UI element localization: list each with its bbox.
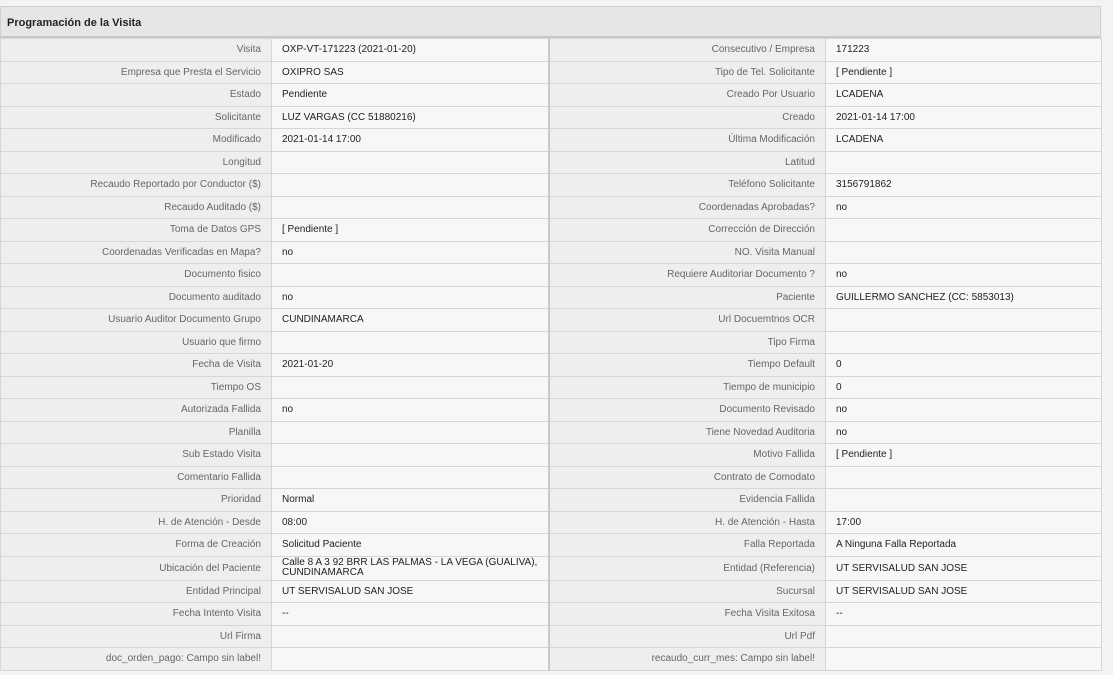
table-row <box>1 511 1102 534</box>
field-value: no <box>826 196 1102 219</box>
field-label: Forma de Creación <box>1 534 272 557</box>
table-row <box>1 556 1102 580</box>
field-value <box>272 376 549 399</box>
field-label: Última Modificación <box>549 129 826 152</box>
field-label: Fecha Visita Exitosa <box>549 603 826 626</box>
field-value <box>826 489 1102 512</box>
table-row <box>1 264 1102 287</box>
field-value: 171223 <box>826 39 1102 62</box>
table-row <box>1 61 1102 84</box>
field-value: OXP-VT-171223 (2021-01-20) <box>272 39 549 62</box>
table-row <box>1 331 1102 354</box>
field-label: Documento Revisado <box>549 399 826 422</box>
field-value <box>272 444 549 467</box>
table-row <box>1 489 1102 512</box>
field-label: Consecutivo / Empresa <box>549 39 826 62</box>
field-value: no <box>272 241 549 264</box>
field-value: no <box>826 264 1102 287</box>
field-value: UT SERVISALUD SAN JOSE <box>272 580 549 603</box>
field-label: Recaudo Reportado por Conductor ($) <box>1 174 272 197</box>
field-label: Paciente <box>549 286 826 309</box>
field-label: Entidad (Referencia) <box>549 556 826 580</box>
field-value: Normal <box>272 489 549 512</box>
table-row <box>1 466 1102 489</box>
field-value: UT SERVISALUD SAN JOSE <box>826 580 1102 603</box>
field-label: Modificado <box>1 129 272 152</box>
field-label: Tipo de Tel. Solicitante <box>549 61 826 84</box>
panel-title: Programación de la Visita <box>0 6 1101 38</box>
field-label: Motivo Fallida <box>549 444 826 467</box>
table-row <box>1 219 1102 242</box>
field-value: 3156791862 <box>826 174 1102 197</box>
field-value <box>272 331 549 354</box>
field-value <box>272 466 549 489</box>
field-value: 08:00 <box>272 511 549 534</box>
field-value: A Ninguna Falla Reportada <box>826 534 1102 557</box>
field-value: Solicitud Paciente <box>272 534 549 557</box>
field-value <box>272 151 549 174</box>
field-label: Autorizada Fallida <box>1 399 272 422</box>
field-value: no <box>826 399 1102 422</box>
field-label: Comentario Fallida <box>1 466 272 489</box>
table-row <box>1 580 1102 603</box>
field-value <box>826 151 1102 174</box>
visit-details-table <box>0 38 1102 671</box>
table-row <box>1 196 1102 219</box>
table-row <box>1 286 1102 309</box>
field-label: Creado <box>549 106 826 129</box>
field-value <box>826 331 1102 354</box>
table-row <box>1 399 1102 422</box>
field-value <box>272 174 549 197</box>
field-label: Tiene Novedad Auditoria <box>549 421 826 444</box>
field-value <box>826 466 1102 489</box>
field-value: LCADENA <box>826 129 1102 152</box>
field-value: -- <box>272 603 549 626</box>
field-value: [ Pendiente ] <box>272 219 549 242</box>
field-value: no <box>826 421 1102 444</box>
table-row <box>1 241 1102 264</box>
field-label: H. de Atención - Hasta <box>549 511 826 534</box>
field-value: LUZ VARGAS (CC 51880216) <box>272 106 549 129</box>
field-label: Empresa que Presta el Servicio <box>1 61 272 84</box>
field-value: no <box>272 286 549 309</box>
field-value <box>826 625 1102 648</box>
table-row <box>1 309 1102 332</box>
field-value: 17:00 <box>826 511 1102 534</box>
table-row <box>1 151 1102 174</box>
table-row <box>1 421 1102 444</box>
field-value <box>272 648 549 671</box>
field-label: H. de Atención - Desde <box>1 511 272 534</box>
field-label: Fecha de Visita <box>1 354 272 377</box>
field-label: Tiempo OS <box>1 376 272 399</box>
field-label: Estado <box>1 84 272 107</box>
field-label: recaudo_curr_mes: Campo sin label! <box>549 648 826 671</box>
table-row <box>1 39 1102 62</box>
field-value: 0 <box>826 376 1102 399</box>
field-value: 2021-01-14 17:00 <box>272 129 549 152</box>
field-label: Sucursal <box>549 580 826 603</box>
field-label: Tiempo Default <box>549 354 826 377</box>
field-label: Url Docuemtnos OCR <box>549 309 826 332</box>
field-value <box>826 241 1102 264</box>
field-label: Documento auditado <box>1 286 272 309</box>
visit-panel <box>0 6 1101 671</box>
field-label: Recaudo Auditado ($) <box>1 196 272 219</box>
field-label: Ubicación del Paciente <box>1 556 272 580</box>
field-label: Url Pdf <box>549 625 826 648</box>
field-value <box>826 648 1102 671</box>
field-value: LCADENA <box>826 84 1102 107</box>
table-row <box>1 106 1102 129</box>
field-label: Coordenadas Aprobadas? <box>549 196 826 219</box>
field-value: [ Pendiente ] <box>826 61 1102 84</box>
field-label: Documento fisico <box>1 264 272 287</box>
field-label: Coordenadas Verificadas en Mapa? <box>1 241 272 264</box>
table-row <box>1 648 1102 671</box>
field-label: Sub Estado Visita <box>1 444 272 467</box>
field-label: Planilla <box>1 421 272 444</box>
field-label: Entidad Principal <box>1 580 272 603</box>
field-label: Toma de Datos GPS <box>1 219 272 242</box>
field-value: [ Pendiente ] <box>826 444 1102 467</box>
field-label: NO. Visita Manual <box>549 241 826 264</box>
field-value <box>272 625 549 648</box>
field-value <box>272 264 549 287</box>
field-label: doc_orden_pago: Campo sin label! <box>1 648 272 671</box>
field-value: Calle 8 A 3 92 BRR LAS PALMAS - LA VEGA (GUALIVA), CUNDINAMARCA <box>272 556 549 580</box>
field-value: OXIPRO SAS <box>272 61 549 84</box>
field-value: UT SERVISALUD SAN JOSE <box>826 556 1102 580</box>
field-value: -- <box>826 603 1102 626</box>
table-row <box>1 534 1102 557</box>
table-row <box>1 129 1102 152</box>
field-label: Tipo Firma <box>549 331 826 354</box>
table-row <box>1 444 1102 467</box>
field-value: Pendiente <box>272 84 549 107</box>
field-label: Latitud <box>549 151 826 174</box>
field-label: Usuario Auditor Documento Grupo <box>1 309 272 332</box>
field-label: Corrección de Dirección <box>549 219 826 242</box>
field-value: no <box>272 399 549 422</box>
field-value <box>272 196 549 219</box>
field-value <box>272 421 549 444</box>
field-label: Visita <box>1 39 272 62</box>
field-label: Usuario que firmo <box>1 331 272 354</box>
field-label: Url Firma <box>1 625 272 648</box>
table-row <box>1 603 1102 626</box>
field-label: Prioridad <box>1 489 272 512</box>
field-value <box>826 309 1102 332</box>
table-row <box>1 174 1102 197</box>
field-value: CUNDINAMARCA <box>272 309 549 332</box>
field-value <box>826 219 1102 242</box>
table-row <box>1 354 1102 377</box>
field-value: GUILLERMO SANCHEZ (CC: 5853013) <box>826 286 1102 309</box>
field-label: Tiempo de municipio <box>549 376 826 399</box>
field-label: Fecha Intento Visita <box>1 603 272 626</box>
field-value: 2021-01-14 17:00 <box>826 106 1102 129</box>
field-label: Evidencia Fallida <box>549 489 826 512</box>
field-label: Teléfono Solicitante <box>549 174 826 197</box>
field-value: 0 <box>826 354 1102 377</box>
field-label: Contrato de Comodato <box>549 466 826 489</box>
field-label: Requiere Auditoriar Documento ? <box>549 264 826 287</box>
field-label: Solicitante <box>1 106 272 129</box>
field-label: Longitud <box>1 151 272 174</box>
field-value: 2021-01-20 <box>272 354 549 377</box>
table-row <box>1 376 1102 399</box>
table-row <box>1 625 1102 648</box>
field-label: Creado Por Usuario <box>549 84 826 107</box>
field-label: Falla Reportada <box>549 534 826 557</box>
table-row <box>1 84 1102 107</box>
